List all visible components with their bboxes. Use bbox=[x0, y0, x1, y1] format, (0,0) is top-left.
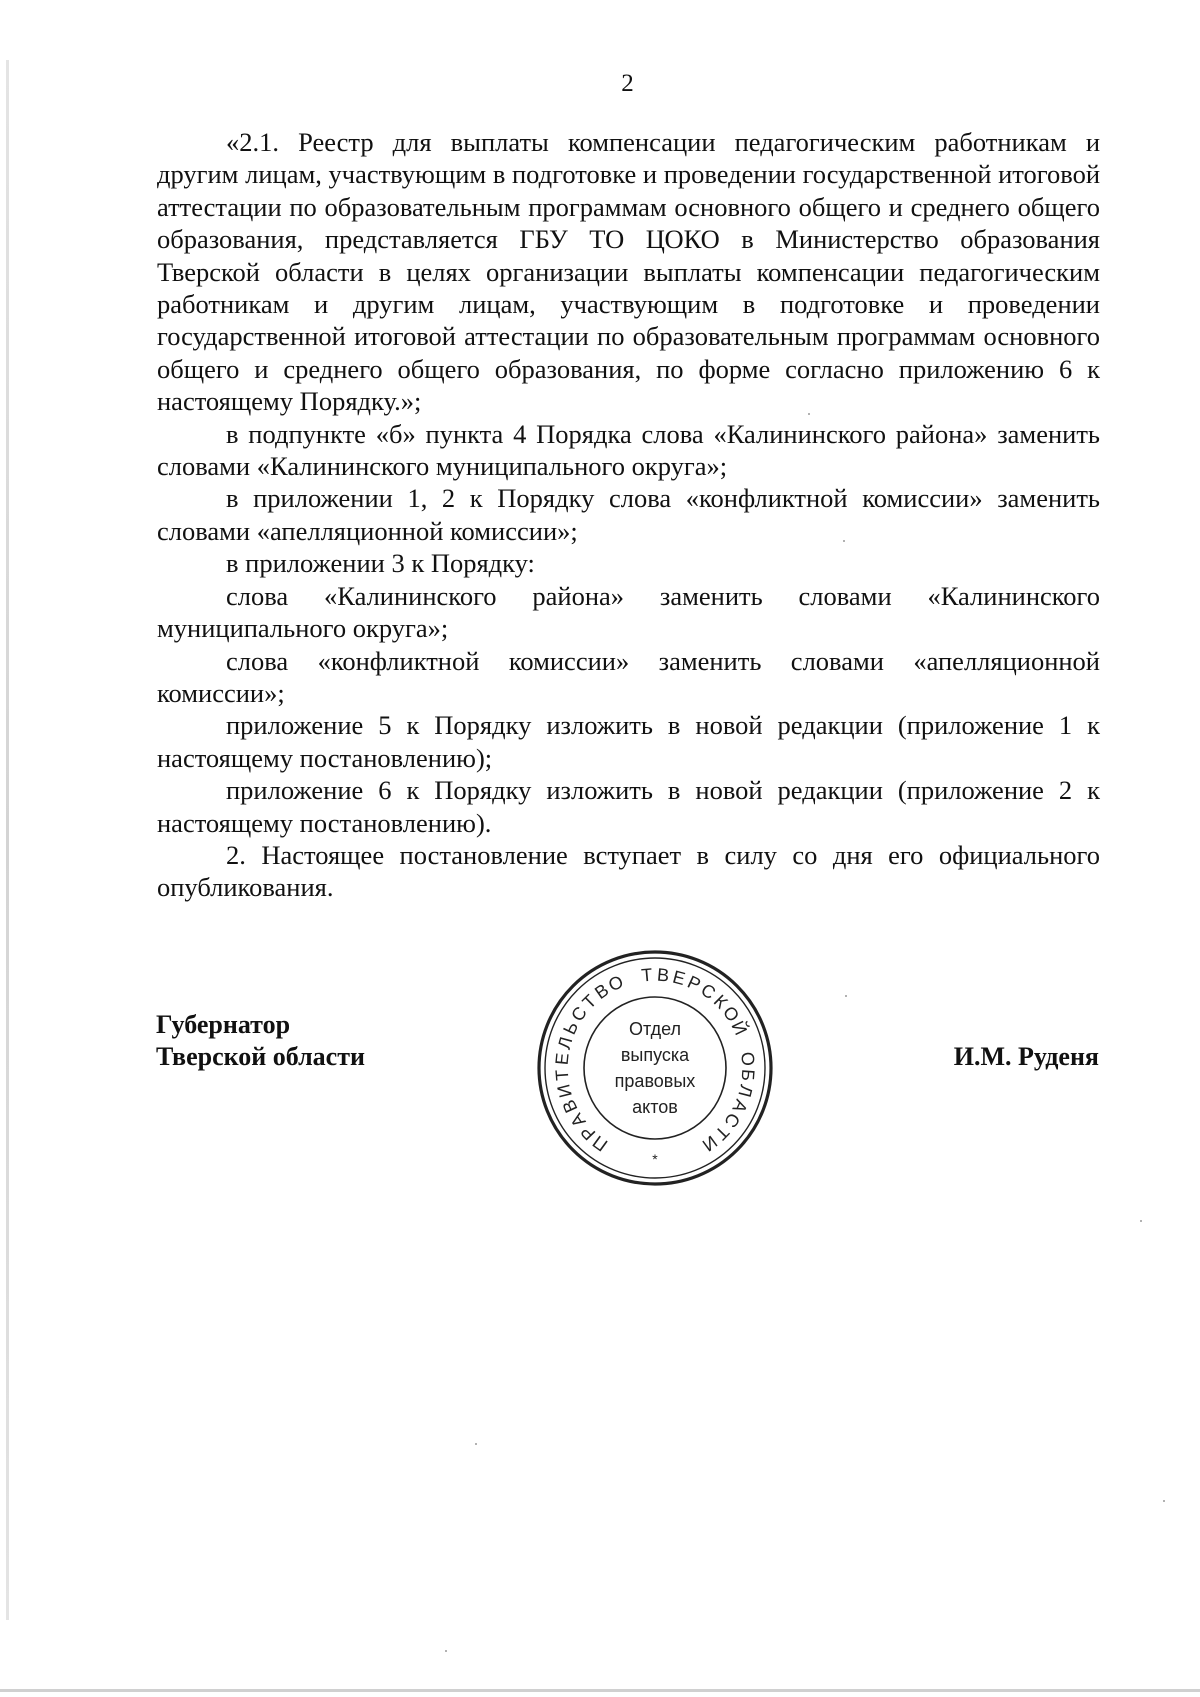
scan-left-edge bbox=[6, 60, 9, 1620]
paragraph-appendix-3-item-2: слова «конфликтной комиссии» заменить словами «апелляционной комиссии»; bbox=[157, 645, 1100, 708]
scan-speck bbox=[475, 1443, 477, 1445]
seal-center-line: правовых bbox=[614, 1071, 696, 1091]
scan-speck bbox=[1163, 1500, 1165, 1502]
seal-ring-letter: Е bbox=[551, 1051, 573, 1066]
seal-ring-letter: Б bbox=[737, 1068, 759, 1082]
seal-center-line: актов bbox=[632, 1097, 678, 1117]
seal-ring-letter: Р bbox=[684, 971, 704, 995]
seal-ring-letter: В bbox=[656, 964, 670, 986]
seal-ring-letter: Т bbox=[710, 1121, 734, 1144]
page-number: 2 bbox=[621, 70, 634, 97]
seal-ring-letter: Т bbox=[551, 1068, 573, 1082]
seal-ring-letter: А bbox=[728, 1096, 752, 1116]
seal-ring-letter: Л bbox=[553, 1034, 577, 1052]
signatory-region: Тверской области bbox=[156, 1042, 365, 1071]
paragraph-appendix-3: в приложении 3 к Порядку: bbox=[226, 548, 535, 579]
scan-speck bbox=[843, 540, 845, 542]
scan-speck bbox=[1140, 1220, 1142, 1222]
seal-ring-letter: К bbox=[709, 990, 732, 1013]
paragraph-appendix-6: приложение 6 к Порядку изложить в новой редакции (приложение 2 к настоящему постановлению). bbox=[157, 775, 1100, 838]
seal-ring-letter: И bbox=[553, 1082, 576, 1100]
paragraph-appendix-5: приложение 5 к Порядку изложить в новой редакции (приложение 1 к настоящему постановлению); bbox=[157, 710, 1100, 773]
seal-ring-letter: С bbox=[720, 1109, 745, 1132]
seal-center-line: Отдел bbox=[628, 1019, 682, 1039]
scan-bottom-edge bbox=[0, 1689, 1200, 1692]
seal-ring-letter: Р bbox=[576, 1121, 600, 1145]
seal-ring-letter: Й bbox=[727, 1017, 752, 1039]
scan-speck bbox=[845, 995, 847, 997]
seal-ring-letter: П bbox=[589, 1131, 612, 1156]
seal-ring-letter: В bbox=[591, 979, 613, 1004]
paragraph-subpoint-b: в подпункте «б» пункта 4 Порядка слова «Калининского района» заменить словами «Калининского муниципального округа»; bbox=[157, 418, 1100, 482]
seal-ring-letter: И bbox=[698, 1131, 721, 1156]
scan-speck bbox=[445, 1650, 447, 1652]
seal-ring-letter: О bbox=[718, 1002, 744, 1026]
paragraph-appendix-1-2: в приложении 1, 2 к Порядку слова «конфликтной комиссии» заменить словами «апелляционной комиссии»; bbox=[157, 483, 1100, 546]
seal-center bbox=[535, 948, 775, 1188]
seal-ring-letter: А bbox=[566, 1109, 590, 1131]
signatory-name: И.М. Руденя bbox=[953, 1042, 1099, 1071]
paragraph-effective-date: 2. Настоящее постановление вступает в силу со дня его официального опубликования. bbox=[157, 839, 1100, 903]
seal-ring-letter: О bbox=[605, 971, 627, 996]
seal-ring-letter: С bbox=[567, 1002, 591, 1026]
seal-ring-letter: Т bbox=[578, 990, 601, 1013]
scan-speck bbox=[808, 413, 810, 415]
seal-ring-letter: В bbox=[558, 1096, 582, 1116]
document-body bbox=[157, 126, 1100, 904]
seal-ring-letter: Т bbox=[640, 964, 654, 986]
seal-ring-letter: Ь bbox=[559, 1018, 583, 1038]
signatory-title: Губернатор bbox=[156, 1010, 291, 1039]
paragraph-registry: «2.1. Реестр для выплаты компенсации педагогическим работникам и другим лицам, участвующим в подготовке и проведении государственной итоговой аттестации по образовательным программам основного общего и среднего общего образования, представляется ГБУ ТО ЦОКО в Министерство образования Тверской области в целях организации выплаты компенсации педагогическим работникам и другим лицам, участвующим в подготовке и проведении государственной итоговой аттестации по образовательным программам основного общего и среднего общего образования, по форме согласно приложению 6 к настоящему Порядку.»; bbox=[157, 127, 1100, 417]
seal-star: * bbox=[652, 1151, 658, 1167]
seal-ring-letter: Л bbox=[734, 1082, 757, 1100]
official-seal bbox=[535, 948, 775, 1188]
seal-ring-letter: С bbox=[697, 979, 720, 1004]
seal-ring-letter: О bbox=[737, 1050, 759, 1067]
seal-ring-letter: Е bbox=[670, 966, 688, 990]
paragraph-appendix-3-item-1: слова «Калининского района» заменить словами «Калининского муниципального округа»; bbox=[157, 580, 1100, 644]
signatory-position bbox=[156, 1009, 365, 1073]
seal-center-line: выпуска bbox=[620, 1045, 690, 1065]
